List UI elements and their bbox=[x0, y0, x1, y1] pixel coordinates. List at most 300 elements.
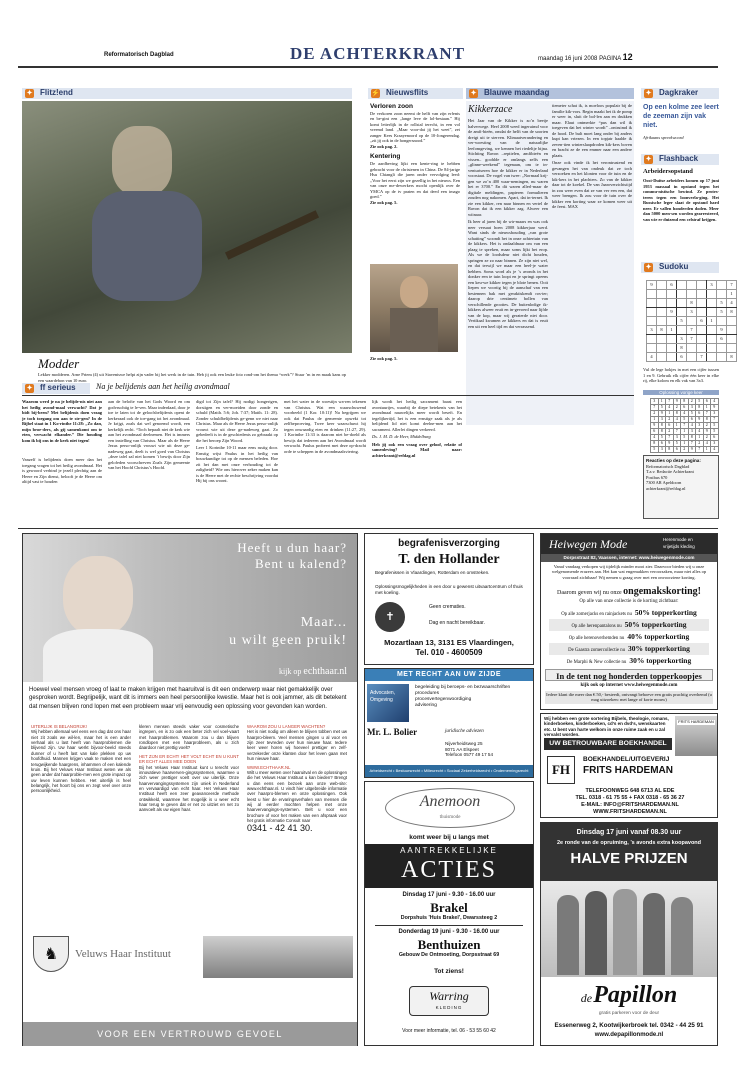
sudoku-cell[interactable] bbox=[707, 335, 717, 344]
flashback-header bbox=[641, 154, 719, 165]
sudoku-cell[interactable] bbox=[657, 317, 667, 326]
deal-item: De Marphi & New collectie nu bbox=[566, 660, 627, 665]
sudoku-cell[interactable] bbox=[697, 299, 707, 308]
child-face bbox=[112, 126, 172, 196]
shovel bbox=[225, 210, 319, 260]
ad-url-line[interactable] bbox=[227, 666, 347, 678]
info-icon: ✦ bbox=[26, 385, 33, 392]
sudoku-cell[interactable] bbox=[707, 326, 717, 335]
sudoku-cell[interactable] bbox=[727, 344, 737, 353]
deal-percentage: 30% topperkorting bbox=[629, 656, 692, 665]
sudoku-cell[interactable] bbox=[707, 290, 717, 299]
sudoku-row bbox=[647, 344, 737, 353]
person-face bbox=[400, 276, 428, 308]
ad-col1 bbox=[31, 724, 131, 794]
sudoku-cell[interactable]: 7 bbox=[687, 326, 697, 335]
sudoku-cell[interactable]: 1 bbox=[727, 290, 737, 299]
solution-cell: 9 bbox=[673, 399, 681, 405]
papillon-big: HALVE PRIJZEN bbox=[570, 850, 688, 868]
sudoku-cell[interactable]: 9 bbox=[717, 326, 727, 335]
sudoku-cell[interactable] bbox=[657, 335, 667, 344]
sudoku-cell[interactable] bbox=[687, 353, 697, 362]
serieus-text: lijk wordt het heilig sacrament baast een avontuurtjes, waarbij de diepe betekenis van het avondmaal nauwelijks meer wordt beseft. En tegelijkertijd, het is een ernstige zaak als je als belijdend lid niet komt deelne-men aan het sacrament. Allerlei dingen verkeerd. bbox=[372, 399, 462, 432]
solution-cell: 8 bbox=[703, 417, 711, 423]
solution-cell: 3 bbox=[658, 447, 666, 453]
event2-date: Donderdag 19 juni - 9.30 - 16.00 uur bbox=[398, 929, 500, 935]
solution-cell: 7 bbox=[696, 447, 704, 453]
sudoku-cell[interactable] bbox=[687, 344, 697, 353]
heiwegen-big: In de tent nog honderden topperkoopjes bbox=[545, 669, 713, 681]
reacties-line[interactable]: achterkrant@refdag.nl bbox=[646, 485, 686, 491]
model-figure bbox=[585, 891, 607, 975]
sudoku-cell[interactable] bbox=[667, 353, 677, 362]
sudoku-cell[interactable]: 3 bbox=[647, 326, 657, 335]
papillon-models-photo bbox=[541, 881, 717, 977]
solution-cell: 8 bbox=[696, 405, 704, 411]
solution-cell: 2 bbox=[666, 429, 674, 435]
sudoku-cell[interactable] bbox=[687, 317, 697, 326]
news-item-ref: Zie ook pag. 2. bbox=[370, 143, 398, 149]
solution-cell: 1 bbox=[658, 399, 666, 405]
sudoku-cell[interactable] bbox=[717, 290, 727, 299]
sudoku-cell[interactable] bbox=[697, 308, 707, 317]
sudoku-cell[interactable] bbox=[647, 335, 657, 344]
sudoku-cell[interactable]: 4 bbox=[647, 353, 657, 362]
sudoku-cell[interactable]: 6 bbox=[667, 281, 677, 290]
heiwegen-intro: Vanaf vandaag verkopen wij tijdelijk minder mooi zier. Daarvoor bieden wij u onze welgenomende erazees aan. Het kan wat engemakken veroorzaken, maar niet alles op voorraad zichtbaar! Wij nemen u graag over met een onvoorziene korting. bbox=[551, 564, 707, 580]
flitzend-label: Flitz!end bbox=[40, 88, 73, 97]
lightning-icon: ⚡ bbox=[371, 90, 380, 97]
serieus-col5: met het water in de woestijn wa-ren tekenen van Christus. Wat een waarschuwend voorbeeld (1 Kor. 10:11)! Na begrijpen we ook dat Paulus de gemeente opwekt tot zelfbeproeving. Twee keer waarschuwt hij tegen onwaardig eten en drinken (11:27, 29). 1 Korinthe 11:33 is daarom niet be-doeld als bewijs dat iedereen aan het Avondmaal wordt verwacht. Paulus probeert met deze op-dracht orde te scheppen in de avondmaalsviering. bbox=[284, 399, 366, 454]
ad-headline1: Heeft u dun haar? bbox=[237, 540, 347, 555]
hardeman-email[interactable]: E-MAIL: INFO@FRITSHARDEMAN.NL bbox=[581, 802, 679, 808]
sudoku-cell[interactable]: 6 bbox=[697, 317, 707, 326]
sudoku-cell[interactable] bbox=[657, 353, 667, 362]
anemoon-footer: Voor meer informatie, tel. 06 - 53 55 60 42 bbox=[402, 1028, 496, 1034]
hollander-address: Mozartlaan 13, 3131 ES Vlaardingen, bbox=[384, 638, 514, 647]
sudoku-cell[interactable] bbox=[677, 299, 687, 308]
sudoku-cell[interactable]: 8 bbox=[687, 299, 697, 308]
solution-cell: 7 bbox=[688, 441, 696, 447]
blue-icon: ✦ bbox=[470, 90, 477, 97]
sudoku-cell[interactable] bbox=[657, 308, 667, 317]
solution-cell: 6 bbox=[688, 417, 696, 423]
solution-cell: 3 bbox=[688, 405, 696, 411]
event1-date: Dinsdag 17 juni - 9.30 - 16.00 uur bbox=[402, 892, 496, 898]
blauwe-text: tiemeter schat ik, is moeloos populair bij de familie kik-vors. Regin maakt het ik de pomp er weer in, sluit de bol-len aan en drukken maar. Elaut ontmerkte “pus dan wil ik toegeven dat het winter wordt” –ontruimd ik de hood. De bult moet lang onder bij anders kupt kan vriezen. In een topjatr haalde ik zeven-tien winterslaapdroden kik-kers boven en bracht ze de een emmer naar een andere plaats. bbox=[552, 103, 632, 158]
hardeman-line2: FRITS HARDEMAN bbox=[583, 765, 673, 776]
bolier-label2: Omgeving bbox=[370, 697, 393, 703]
solution-cell: 4 bbox=[711, 399, 719, 405]
woman-face bbox=[63, 556, 133, 636]
solution-cell: 9 bbox=[651, 423, 659, 429]
ad-col3 bbox=[247, 724, 347, 835]
news-item-title: Verloren zoon bbox=[370, 103, 413, 110]
ad-col-text: Wij hebben allemaal wel eens een dag dat ons haar niet zit zoals we wil-len, maar het is een ander verhaal als u last heeft van haarproblemen die blijvend zijn. Uw haar werkt bijvoor-beeld steeds dunner of u heeft last van kale plekken op uw hoofdhuid. Mannen krijgen vaak te maken met een terugwijkende haargrens, inhammen of een kalende kruin. Bij het Veluws Haar Instituut weten we als geen ander dat haarproble-men een grote impact op uw leven kunnen hebben. Het uiterlijk is heel belangrijk, het hoort bij ons en zegt veel over onze persoonlijkheid. bbox=[31, 729, 131, 794]
sudoku-cell[interactable] bbox=[717, 317, 727, 326]
sudoku-cell[interactable] bbox=[697, 290, 707, 299]
ad-col-title[interactable]: WWW.ECHTHAAR.NL bbox=[247, 764, 291, 770]
sudoku-cell[interactable] bbox=[657, 281, 667, 290]
sudoku-cell[interactable]: 6 bbox=[717, 335, 727, 344]
papillon-web[interactable]: www.depapillonmode.nl bbox=[594, 1032, 664, 1038]
reacties-box bbox=[643, 455, 719, 519]
flitzend-caption-title: Modder bbox=[38, 356, 80, 371]
sudoku-row bbox=[647, 326, 737, 335]
solution-cell: 5 bbox=[681, 417, 689, 423]
ad-photo bbox=[23, 534, 357, 682]
nieuwsflits-header bbox=[368, 88, 463, 99]
event1-venue: Dorpshuis 'Huis Brakel', Dwarssteeg 2 bbox=[400, 915, 498, 921]
news-item-text: De verkoren zoon neemt de helft van zijn erfenis en be-gint een „lange leve de lol-bestaan.” Hij komt letterlijk in de rollstal terecht, in een vol vreemd land. „Maar voor-dat jij het weet”, zei zanger Kees Kraayenoord op de 10-Jongerendag. „zit jij ook in de hongersnood.” bbox=[370, 110, 460, 144]
anemoon-banner1: AANTREKKELIJKE bbox=[400, 846, 498, 855]
solution-cell: 5 bbox=[711, 423, 719, 429]
model-figure bbox=[557, 895, 579, 975]
deal-item: Op alle herenoverhemden nu bbox=[568, 636, 625, 641]
anemoon-logo bbox=[385, 788, 515, 828]
ad-headline3: Maar... bbox=[300, 615, 347, 630]
sudoku-cell[interactable]: 3 bbox=[677, 335, 687, 344]
anemoon-banner bbox=[365, 844, 533, 888]
sudoku-cell[interactable] bbox=[677, 290, 687, 299]
sudoku-cell[interactable] bbox=[647, 308, 657, 317]
dagkraker-header bbox=[641, 88, 719, 99]
papillon-line2: 2e ronde van de opruiming, ’s avonds extra koopavond bbox=[556, 839, 702, 846]
nieuwsflits-column bbox=[370, 103, 460, 205]
sudoku-cell[interactable] bbox=[667, 317, 677, 326]
news-photo-ref: Zie ook pag. 5. bbox=[370, 356, 398, 361]
shop-photo bbox=[675, 716, 717, 756]
quote-icon: ✦ bbox=[645, 90, 652, 97]
solution-cell: 4 bbox=[681, 411, 689, 417]
solution-cell: 5 bbox=[696, 399, 704, 405]
sudoku-label: Sudoku bbox=[659, 262, 689, 271]
solution-cell: 1 bbox=[681, 429, 689, 435]
sudoku-cell[interactable] bbox=[707, 308, 717, 317]
bolier-bullets bbox=[415, 685, 531, 708]
anemoon-name: Anemoon bbox=[419, 793, 481, 810]
solution-cell: 8 bbox=[658, 429, 666, 435]
ad-col-text: Bij het Veluws Haar Instituut kunt u terecht voor innovatieve haarverven-gingssystemen, waarmee u zich weer prettiger voelt over uw uiterlijk. Onze haarvervangingssystemen zijn uniek in Nederland en vervaardigd van echt haar. Het Veluws Haar Instituut heeft een zeer geavanceerde methode ontwikkeld, waarmee het mogelijk is u weer echt haar terug te geven dat er net zo uitziet en net zo aanvoelt als uw eigen haar. bbox=[139, 764, 239, 813]
solution-cell: 5 bbox=[658, 435, 666, 441]
anemoon-tagline: komt weer bij u langs met bbox=[409, 834, 489, 841]
bolier-address bbox=[445, 741, 493, 758]
solution-cell: 5 bbox=[651, 447, 659, 453]
hollander-logo-icon: ✝ bbox=[375, 602, 405, 632]
solution-cell: 3 bbox=[673, 435, 681, 441]
serieus-lead2: Vanzelf is belijdenis doen meer dan het toegang vragen tot het heilig avondmaal. Het is gewoord verbind je jezelf plechtig aan de Heere en Zijn dienst, belooft je de Heere om altijd vast te houden bbox=[22, 457, 102, 484]
solution-cell: 9 bbox=[696, 417, 704, 423]
ad-col-text: Wilt u meer weten over haaruitval en de oplossingen die het Veluws Haar Instituut u kan bieden? Brengt u dan eens een bezoek aan onze web-site: www.echthaar.nl. U vindt hier uitgebreide informatie over haarpro-blemen en onze oplossingen. Ook leest u hier de ervaringsverhalen van mensen die wij al eerder mochten helpen met onze haarvervangings-systemen. Belt u voor een brochure of voor het maken van een afspraak voor het gratis informatie Consult naar bbox=[247, 769, 347, 824]
solution-cell: 6 bbox=[651, 429, 659, 435]
papillon-address: Essenerweg 2, Kootwijkerbroek tel. 0342 - 44 25 91 bbox=[554, 1022, 704, 1029]
dagkraker-quote: Op een kolme zee leert de zeeman zijn vak niet. bbox=[643, 104, 719, 130]
solution-cell: 7 bbox=[673, 429, 681, 435]
sudoku-cell[interactable]: 7 bbox=[697, 353, 707, 362]
sudoku-cell[interactable] bbox=[657, 344, 667, 353]
sudoku-cell[interactable] bbox=[647, 344, 657, 353]
solution-cell: 8 bbox=[688, 435, 696, 441]
sudoku-cell[interactable]: 8 bbox=[727, 308, 737, 317]
sudoku-row bbox=[647, 335, 737, 344]
blauwe-title: Kikkerzace bbox=[468, 104, 513, 115]
sudoku-cell[interactable] bbox=[647, 299, 657, 308]
solution-cell: 3 bbox=[688, 429, 696, 435]
heiwegen-footer: Iedere klant die meer dan € 50,- besteedt, ontvangt behoeve een gratis prachtig overhemd (u mag uitzoeken: met lange of korte mouw) bbox=[546, 692, 712, 703]
bolier-label1: Advocaten, bbox=[370, 690, 396, 696]
solution-cell: 2 bbox=[688, 399, 696, 405]
sudoku-cell[interactable] bbox=[717, 353, 727, 362]
warring-sub: KLEDING bbox=[435, 1005, 463, 1010]
dagkraker-source: Afrikaans spreekwoord bbox=[643, 135, 684, 140]
papillon-logo bbox=[541, 981, 717, 1010]
blauwe-text: Het Jaar van de Kikker is zo’n beetje halverwege. Heel 2008 weed ingeruimd voor de amfi-bieën, omdat de helft van de soorten dreigt uit te sterven. Klimaatverandering en ver-woesting van de natuurlijke leefomgeving, we kennen het riedeltje bijna. Stichting Ravon –reptielen, amfibieën en vissen– goohlde er omlangs zelfs een „glinne-weekend” tegenaan, om te in-venturiseren hoe de kikker er in Nederland voorstaat. De vogel van twee: „Normaal krij-gen we zo’n 400 waar-nemingen, nu waren het er 3700.” En dit waren allerl-maar de digitale meldingen, papieren formulieren zouden nog nakomen. Apart, dat in-ternet. Ik zie een kikker, ren naar binnen en vertel de Ravon dat ik een kikker zag. Alweer een wiinaar. bbox=[468, 118, 548, 217]
sudoku-cell[interactable]: 7 bbox=[727, 281, 737, 290]
papillon-top bbox=[541, 823, 717, 881]
heiwegen-name: Heiwegen Mode bbox=[549, 537, 628, 551]
event2-place: Benthuizen bbox=[417, 937, 481, 952]
sudoku-cell[interactable] bbox=[717, 344, 727, 353]
sudoku-cell[interactable] bbox=[707, 353, 717, 362]
blauwe-col1 bbox=[468, 118, 548, 418]
hollander-line2: Oplossingsmogelijkheden in een door u gewenst uitvaartcentrum of thuis met koeling. bbox=[375, 584, 523, 595]
hollander-line1: Begrafenissen in Vlaardingen, Rotterdam en omstreken. bbox=[375, 570, 490, 575]
sudoku-cell[interactable] bbox=[667, 290, 677, 299]
heiwegen-kortingen bbox=[541, 586, 717, 598]
solution-cell: 6 bbox=[666, 423, 674, 429]
sudoku-cell[interactable] bbox=[677, 308, 687, 317]
solution-cell: 7 bbox=[651, 405, 659, 411]
sudoku-cell[interactable]: 8 bbox=[727, 353, 737, 362]
serieus-label: ff serieus bbox=[40, 383, 76, 392]
sudoku-header bbox=[641, 262, 719, 273]
sudoku-cell[interactable] bbox=[677, 326, 687, 335]
sudoku-cell[interactable] bbox=[717, 281, 727, 290]
sudoku-cell[interactable]: 6 bbox=[677, 353, 687, 362]
solution-cell: 3 bbox=[651, 399, 659, 405]
sudoku-cell[interactable]: 5 bbox=[717, 299, 727, 308]
sudoku-cell[interactable] bbox=[667, 299, 677, 308]
ad-col-text: kleren mensen steeds vaker voor cosmetische ingrepen, en is zo ook een beter zich vel voel-vaart met haarproblemen. Waarom zou u dan blijven rondlopen met een haarprobleem, als u zich daardoor niet prettig voelt? bbox=[139, 724, 239, 751]
solution-cell: 7 bbox=[666, 435, 674, 441]
grid-icon: ✦ bbox=[645, 264, 652, 271]
bolier-footer: Arbeidsrecht • Bestuursrecht • Milieurecht • Sociaal Zekerheidsrecht • Ondernemingsrecht bbox=[365, 765, 533, 777]
flashback-text: Oost-Duitse arbeiders komen op 17 juni 1953 massaal in opstand tegen het commu-nistische bewind. Ze protes-teren tegen een loonverla-ging. Het Russische leger slaat de opstand hard neer. Er vallen honderden doden. Meer dan 5000 men-sen worden gearresteerd, van wie er duizend een celstraf krijgen. bbox=[643, 178, 719, 222]
ad-papillon bbox=[540, 822, 718, 1046]
news-photo bbox=[370, 264, 458, 352]
sudoku-cell[interactable] bbox=[727, 326, 737, 335]
ad-bolier bbox=[364, 668, 534, 778]
serieus-header bbox=[22, 383, 90, 394]
ad-url[interactable]: echthaar.nl bbox=[303, 666, 347, 677]
sudoku-cell[interactable] bbox=[697, 281, 707, 290]
sudoku-cell[interactable]: 1 bbox=[667, 326, 677, 335]
ad-slogan: VOOR EEN VERTROUWD GEVOEL bbox=[23, 1022, 357, 1046]
solution-cell: 1 bbox=[696, 435, 704, 441]
sudoku-cell[interactable] bbox=[707, 344, 717, 353]
hardeman-intro: Wij hebben een grote sortering Bijbels, theologie, romans, kinderboeken, kinderboeken, cd’s en dvd’s, wenskaarten etc. U bent van harte welkom in onze ruime zaak en u zal vervalst worden. bbox=[544, 716, 669, 738]
papillon-slogan: gratis parkeren voor de deur bbox=[598, 1011, 660, 1016]
solution-cell: 2 bbox=[703, 423, 711, 429]
hollander-tel: Tel. 010 - 4600509 bbox=[415, 648, 483, 657]
hardeman-line1: BOEKHANDEL/UITGEVERIJ bbox=[583, 756, 670, 763]
solution-label: Oplossing vorige keer bbox=[643, 390, 719, 395]
shop-sign: FRITS HARDEMAN bbox=[678, 719, 714, 724]
solution-cell: 4 bbox=[651, 435, 659, 441]
sudoku-cell[interactable] bbox=[647, 317, 657, 326]
bolier-firm-sub: juridische adviezen bbox=[445, 729, 484, 734]
ad-col-title: WAAROM ZOU U LANGER WACHTEN? bbox=[247, 724, 326, 729]
anemoon-welcome: Tot ziens! bbox=[434, 968, 464, 975]
solution-cell: 1 bbox=[666, 411, 674, 417]
deal-percentage: 30% topperkorting bbox=[628, 644, 690, 653]
reacties-line: T.a.v. Redactie Achterkrant bbox=[646, 469, 694, 475]
news-item-title: Kentering bbox=[370, 153, 401, 161]
sudoku-cell[interactable] bbox=[677, 281, 687, 290]
solution-cell: 4 bbox=[688, 423, 696, 429]
serieus-text: Leer 1 Korinthe 10-11 maar eens rustig door. Ernstig wijst Paulus in het heilig van bouwkundige tot op de mensen beleden. Hoe zit het dan met onze verhouding tot de zaligheid? Wie ons hierover zeker maken kan is de Heere met de rechte beschrijving voordat Hij bij ons woont. bbox=[196, 445, 278, 483]
bolier-banner: MET RECHT AAN UW ZIJDE bbox=[365, 669, 533, 681]
heiwegen-tag2: vrijetijds kleding bbox=[663, 544, 695, 549]
hardeman-banner: UW BETROUWBARE BOEKHANDEL bbox=[544, 738, 672, 750]
news-item-ref: Zie ook pag. 5. bbox=[370, 199, 398, 205]
sudoku-cell[interactable]: 1 bbox=[707, 317, 717, 326]
sudoku-cell[interactable]: 9 bbox=[647, 281, 657, 290]
heiwegen-tag1: Herenmode en bbox=[663, 537, 693, 542]
page-title: DE ACHTERKRANT bbox=[290, 44, 466, 63]
model-figure bbox=[643, 893, 665, 975]
serieus-col6 bbox=[372, 399, 462, 523]
heiwegen-kortingen-big: ongemakskorting! bbox=[623, 586, 701, 597]
heiwegen-top bbox=[541, 534, 717, 554]
heiwegen-address: Dorpsstraat 82, Vaassen, internet: www.heiwegenmode.com bbox=[541, 554, 717, 562]
bolier-photo bbox=[367, 684, 409, 722]
sudoku-cell[interactable]: 5 bbox=[717, 308, 727, 317]
page-number: 12 bbox=[622, 52, 633, 62]
solution-cell: 4 bbox=[666, 405, 674, 411]
solution-cell: 5 bbox=[673, 441, 681, 447]
solution-cell: 9 bbox=[703, 429, 711, 435]
serieus-footer: Heb jij ook een vraag over geloof, relatie of samenleving? Mail naar: achterkrant@refdag.nl bbox=[372, 441, 462, 458]
ad-hardeman bbox=[540, 713, 718, 818]
sudoku-cell[interactable] bbox=[707, 299, 717, 308]
serieus-rule bbox=[22, 395, 634, 396]
deal-row bbox=[549, 631, 709, 643]
solution-cell: 8 bbox=[666, 447, 674, 453]
ad-logo-name: Veluws Haar Instituut bbox=[75, 948, 171, 960]
solution-cell: 5 bbox=[681, 435, 689, 441]
solution-cell: 5 bbox=[658, 405, 666, 411]
ad-url-prefix: kijk op bbox=[278, 667, 302, 676]
sudoku-cell[interactable] bbox=[727, 335, 737, 344]
solution-cell: 5 bbox=[711, 429, 719, 435]
solution-cell: 7 bbox=[666, 399, 674, 405]
sudoku-cell[interactable] bbox=[647, 290, 657, 299]
blauwe-header bbox=[466, 88, 634, 99]
sudoku-row bbox=[647, 317, 737, 326]
solution-cell: 1 bbox=[703, 447, 711, 453]
blauwe-col2 bbox=[552, 103, 632, 418]
sudoku-row bbox=[647, 299, 737, 308]
warring-name: Warring bbox=[429, 989, 469, 1003]
papillon-logo-pre: de bbox=[580, 991, 593, 1005]
bolier-bullet: advisering bbox=[415, 702, 437, 708]
ad-headline2: Bent u kalend? bbox=[255, 556, 347, 571]
sudoku-cell[interactable] bbox=[727, 317, 737, 326]
blauwe-label: Blauwe maandag bbox=[484, 88, 550, 97]
child-body bbox=[92, 191, 202, 301]
newspaper-name: Reformatorisch Dagblad bbox=[104, 52, 174, 58]
serieus-text: digd tot Zijn tafel? Hij nodigt hongerigen, dorstigen en ver-moeiden door zonde en schuld (Matth. 5:6; Joh. 7:37; Matth. 11: 28). Zonder schuldbelijdenis ge-genn we niet naar Christus. Maar als de Heere Jezus perso-onlijk vrouwt wie uit deze ge-nadeweg gaat. Zo gebedeelt is in de geschiedenis zo gebraakt op die het beroep Zijn Woord. bbox=[196, 399, 278, 443]
sudoku-cell[interactable] bbox=[697, 326, 707, 335]
solution-cell: 8 bbox=[658, 423, 666, 429]
serieus-author: Ds. J. M. D. de Heer, Middelburg bbox=[372, 434, 431, 439]
ad-col-title: HET ZIJN ER ECHT! HET VOLT ECHT EN U KUNT ER ECHT ALLES MEE DOEN bbox=[139, 753, 239, 765]
page-info bbox=[538, 52, 633, 63]
ad-col2 bbox=[139, 724, 239, 813]
sudoku-cell[interactable] bbox=[657, 290, 667, 299]
solution-cell: 5 bbox=[688, 411, 696, 417]
deal-item: Op alle herenpantalons nu bbox=[571, 624, 622, 629]
sudoku-cell[interactable] bbox=[667, 335, 677, 344]
shield-icon: ♞ bbox=[33, 936, 69, 972]
solution-cell: 6 bbox=[703, 399, 711, 405]
nieuwsflits-label: Nieuwsflits bbox=[386, 88, 429, 97]
sudoku-cell[interactable]: 4 bbox=[727, 299, 737, 308]
solution-cell: 3 bbox=[696, 423, 704, 429]
sudoku-cell[interactable] bbox=[687, 281, 697, 290]
solution-row bbox=[651, 447, 719, 453]
sudoku-cell[interactable] bbox=[657, 299, 667, 308]
solution-grid bbox=[650, 398, 719, 453]
solution-cell: 7 bbox=[681, 423, 689, 429]
deal-percentage: 50% topperkorting bbox=[624, 620, 687, 629]
sudoku-cell[interactable]: 8 bbox=[657, 326, 667, 335]
ad-heiwegen bbox=[540, 533, 718, 710]
ad-col-title: UITERLIJK IS BELANGRIJK! bbox=[31, 724, 87, 729]
sudoku-cell[interactable]: 9 bbox=[667, 308, 677, 317]
sudoku-cell[interactable]: 7 bbox=[687, 335, 697, 344]
papillon-line1: Dinsdag 17 juni vanaf 08.30 uur bbox=[576, 829, 682, 836]
sudoku-cell[interactable] bbox=[697, 344, 707, 353]
sudoku-cell[interactable]: 8 bbox=[677, 344, 687, 353]
solution-cell: 2 bbox=[651, 411, 659, 417]
solution-cell: 3 bbox=[658, 417, 666, 423]
solution-cell: 6 bbox=[696, 411, 704, 417]
page-label: PAGINA bbox=[599, 56, 621, 62]
solution-cell: 3 bbox=[711, 441, 719, 447]
papillon-logo-name: Papillon bbox=[593, 982, 678, 1008]
sudoku-cell[interactable]: 5 bbox=[677, 317, 687, 326]
sudoku-cell[interactable] bbox=[667, 344, 677, 353]
serieus-col3 bbox=[196, 399, 278, 523]
solution-cell: 6 bbox=[711, 435, 719, 441]
solution-cell: 1 bbox=[673, 423, 681, 429]
sudoku-cell[interactable] bbox=[697, 335, 707, 344]
sudoku-cell[interactable]: 3 bbox=[687, 308, 697, 317]
solution-cell: 6 bbox=[673, 447, 681, 453]
sudoku-cell[interactable]: 3 bbox=[707, 281, 717, 290]
deal-item: De Gaastra zomercollectie nu bbox=[568, 648, 625, 653]
hollander-line3: Geen crematies. bbox=[429, 604, 466, 610]
flashback-label: Flashback bbox=[659, 154, 699, 163]
flashback-title: Arbeidersopstand bbox=[643, 168, 693, 175]
sudoku-cell[interactable] bbox=[687, 290, 697, 299]
header-rule bbox=[18, 66, 718, 68]
hollander-line4: Dag en nacht bereikbaar. bbox=[429, 620, 485, 626]
hardeman-web[interactable]: WWW.FRITSHARDEMAN.NL bbox=[593, 809, 667, 815]
news-item-text: De aardbeving lijkt een kente-ring te hebben gebracht voor de christenen in China. De 84-jarige Hsu Chiangli die jaren onder vervolging leed: „Voor het eerst zijn we gezellig in het nieuws. Een van onze me-dewerkers mocht openlijk over de YMCA op de tv praten en dat deed een imago goed.” bbox=[370, 161, 460, 200]
